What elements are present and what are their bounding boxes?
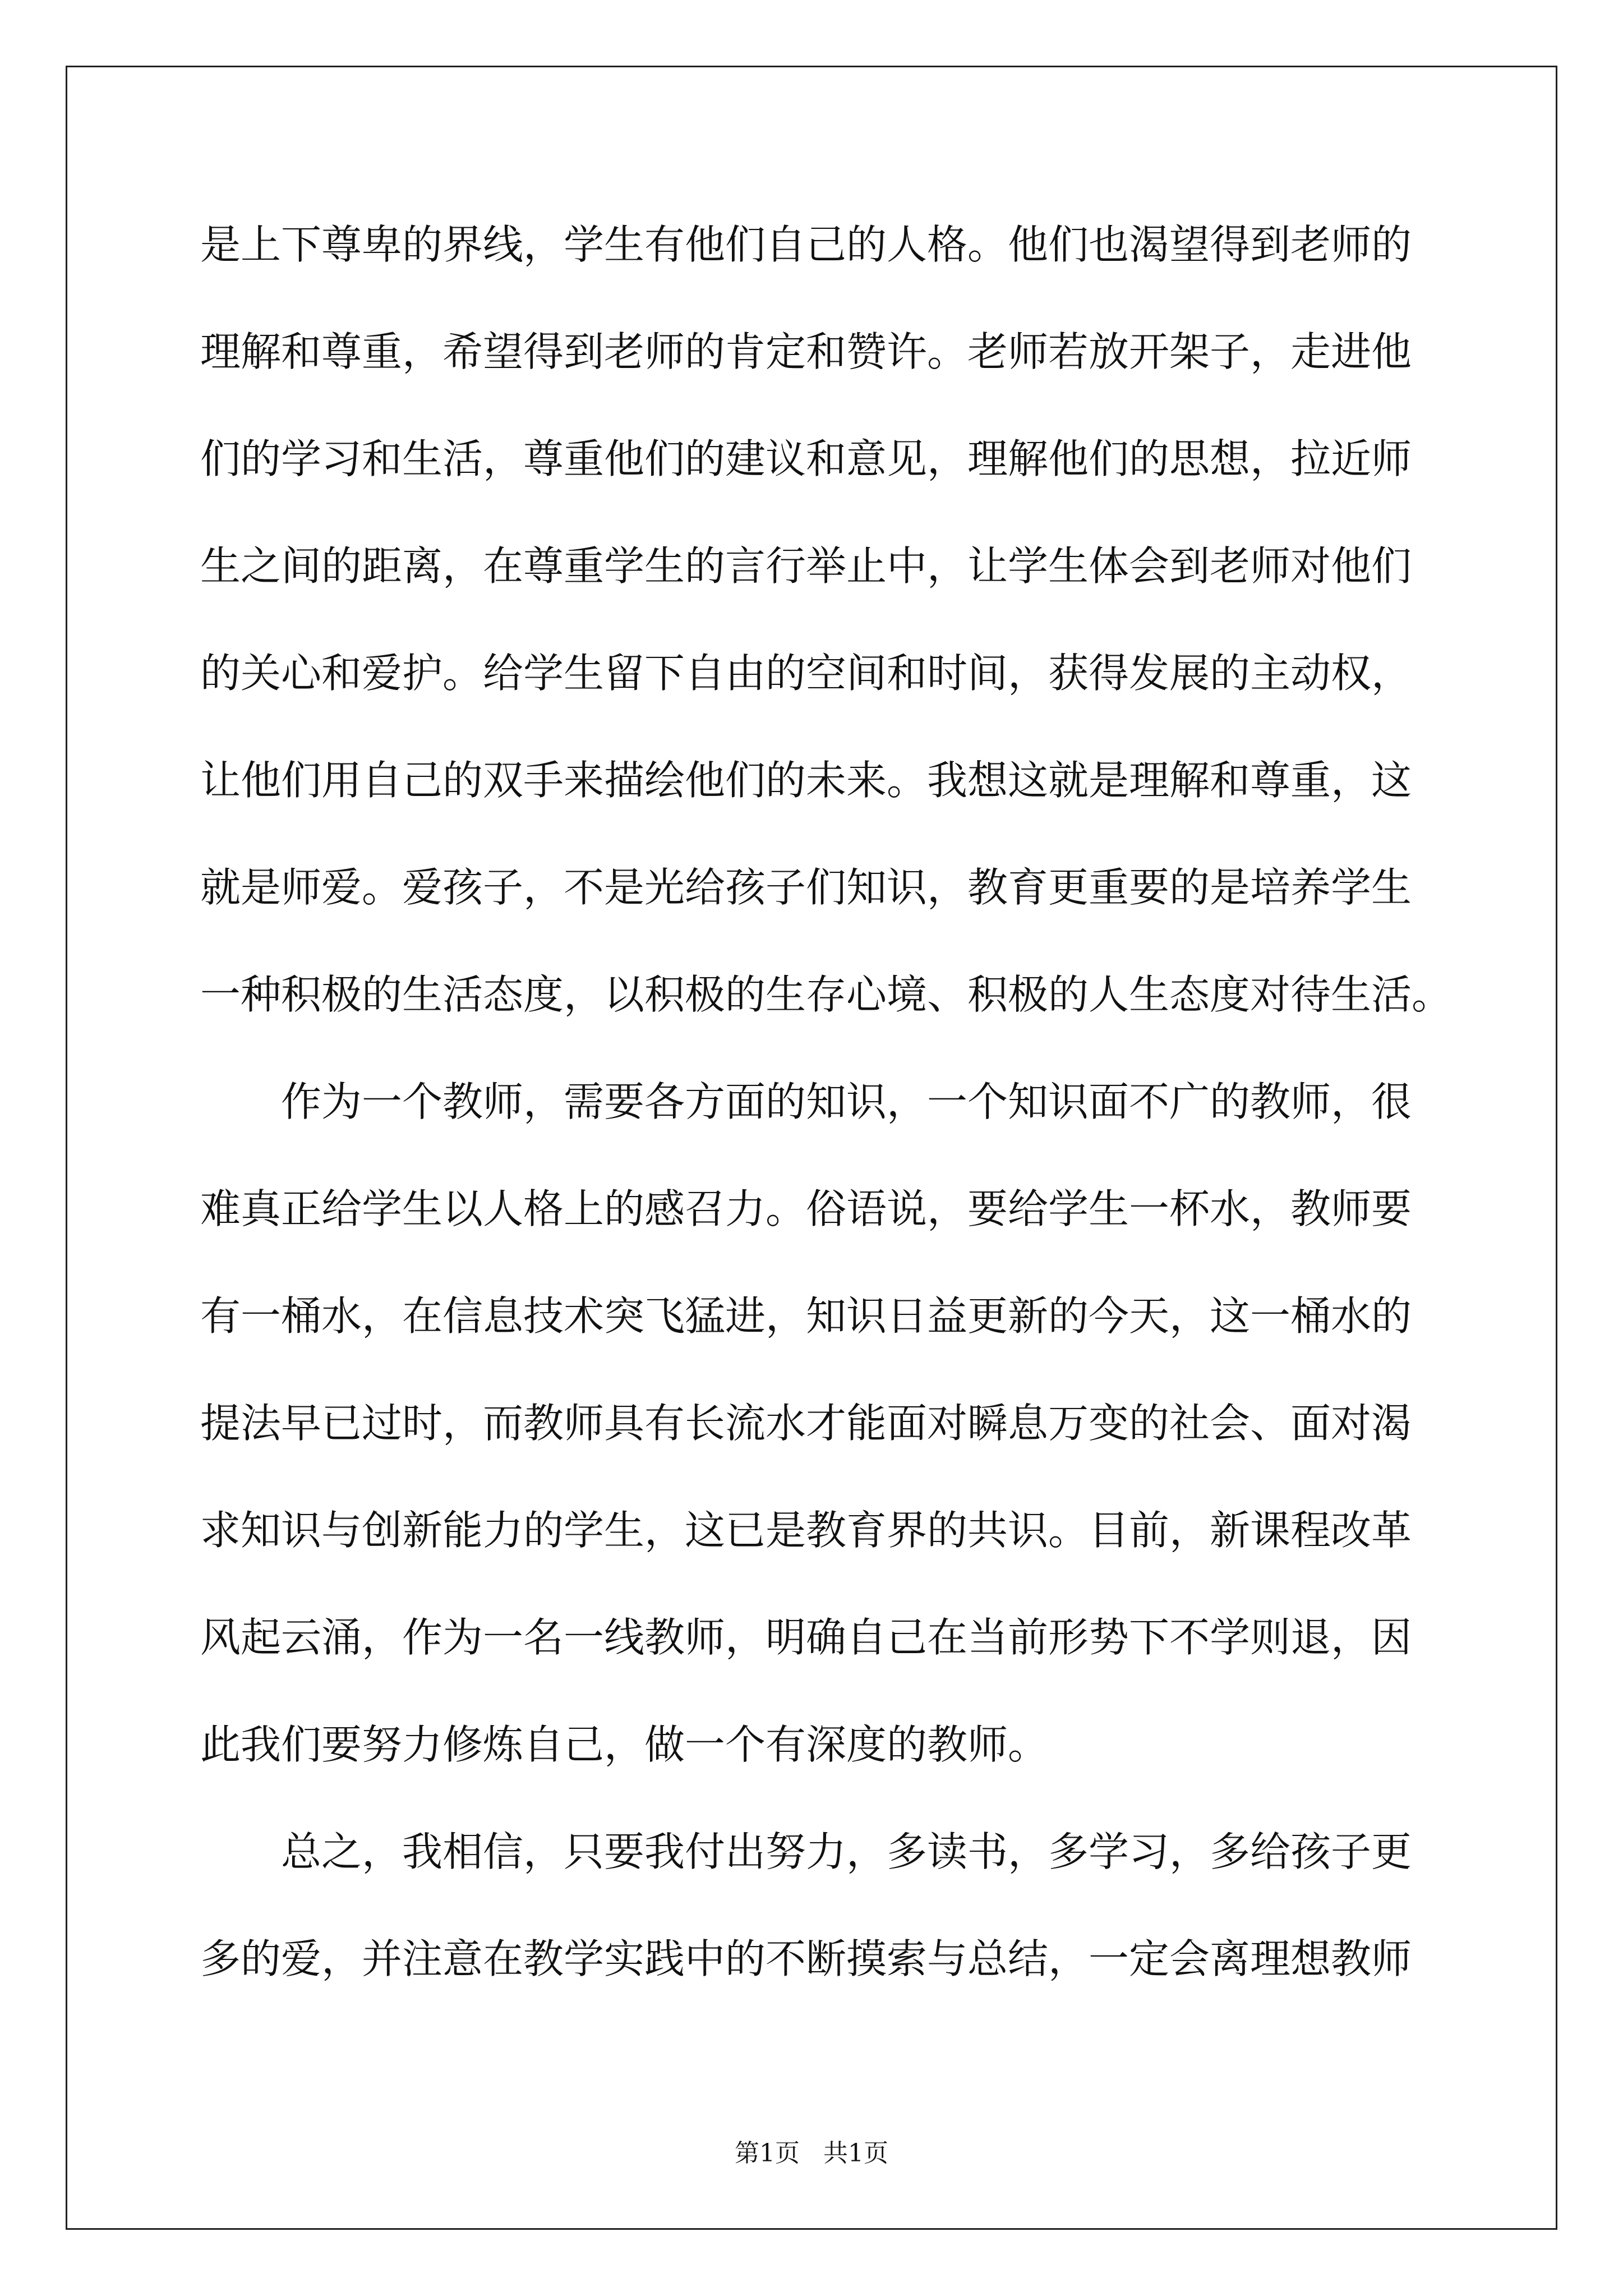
text-line: 生之间的距离，在尊重学生的言行举止中，让学生体会到老师对他们 — [200, 542, 1412, 590]
text-line: 一种积极的生活态度，以积极的生存心境、积极的人生态度对待生活。 — [200, 971, 1453, 1018]
body-text — [200, 217, 1453, 2038]
text-line: 是上下尊卑的界线，学生有他们自己的人格。他们也渴望得到老师的 — [200, 221, 1412, 268]
text-line: 让他们用自己的双手来描绘他们的未来。我想这就是理解和尊重，这 — [200, 757, 1412, 804]
text-line: 就是师爱。爱孩子，不是光给孩子们知识，教育更重要的是培养学生 — [200, 864, 1412, 911]
page-footer: 第1页 共1页 — [735, 2139, 888, 2168]
text-line: 此我们要努力修炼自己，做一个有深度的教师。 — [200, 1721, 1049, 1768]
text-line: 们的学习和生活，尊重他们的建议和意见，理解他们的思想，拉近师 — [200, 435, 1412, 482]
text-line: 的关心和爱护。给学生留下自由的空间和时间，获得发展的主动权， — [200, 650, 1412, 697]
paragraph-start-line: 作为一个教师，需要各方面的知识，一个知识面不广的教师，很 — [200, 1078, 1412, 1125]
text-line: 有一桶水，在信息技术突飞猛进，知识日益更新的今天，这一桶水的 — [200, 1292, 1412, 1340]
text-line: 难真正给学生以人格上的感召力。俗语说，要给学生一杯水，教师要 — [200, 1185, 1412, 1232]
text-line: 多的爱，并注意在教学实践中的不断摸索与总结，一定会离理想教师 — [200, 1935, 1412, 1982]
text-line: 求知识与创新能力的学生，这已是教育界的共识。目前，新课程改革 — [200, 1507, 1412, 1554]
text-line: 提法早已过时，而教师具有长流水才能面对瞬息万变的社会、面对渴 — [200, 1400, 1412, 1447]
text-line: 风起云涌，作为一名一线教师，明确自己在当前形势下不学则退，因 — [200, 1614, 1412, 1661]
paragraph-start-line: 总之，我相信，只要我付出努力，多读书，多学习，多给孩子更 — [200, 1828, 1412, 1875]
text-line: 理解和尊重，希望得到老师的肯定和赞许。老师若放开架子，走进他 — [200, 328, 1412, 375]
